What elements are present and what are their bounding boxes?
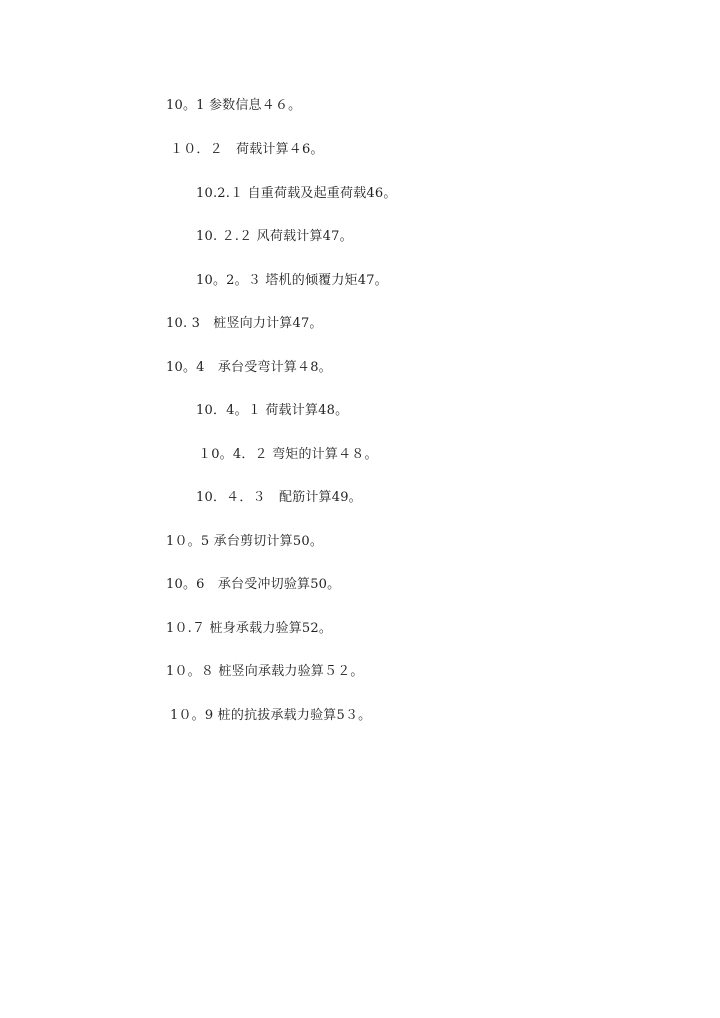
toc-entry-10-9[interactable]: 1０。9 桩的抗拔承载力验算5３。 — [170, 708, 372, 723]
toc-entry-10-4-1[interactable]: 10．4。１ 荷载计算48。 — [196, 403, 349, 418]
toc-entry-10-8[interactable]: 1０。８ 桩竖向承载力验算５２。 — [166, 664, 364, 679]
toc-entry-10-1[interactable]: 10。1 参数信息４６。 — [166, 98, 302, 113]
toc-entry-10-2[interactable]: １０．２ 荷载计算４6。 — [170, 142, 324, 157]
toc-entry-10-2-2[interactable]: 10. ２.２ 风荷载计算47。 — [196, 229, 353, 244]
toc-entry-10-7[interactable]: 1０.７ 桩身承载力验算52。 — [166, 621, 333, 636]
toc-entry-10-4[interactable]: 10。4 承台受弯计算４8。 — [166, 360, 332, 375]
toc-entry-10-6[interactable]: 10。6 承台受冲切验算50。 — [166, 577, 341, 592]
toc-entry-10-3[interactable]: 10. 3 桩竖向力计算47。 — [166, 316, 323, 331]
toc-entry-10-2-3[interactable]: 10。2。３ 塔机的倾覆力矩47。 — [196, 273, 388, 288]
toc-entry-10-2-1[interactable]: 10.2.１ 自重荷载及起重荷载46。 — [196, 186, 397, 201]
toc-entry-10-4-3[interactable]: 10．４．３ 配筋计算49。 — [196, 490, 362, 505]
toc-entry-10-4-2[interactable]: １0。4．２ 弯矩的计算４８。 — [198, 447, 378, 462]
toc-entry-10-5[interactable]: 1０。5 承台剪切计算50。 — [166, 534, 324, 549]
